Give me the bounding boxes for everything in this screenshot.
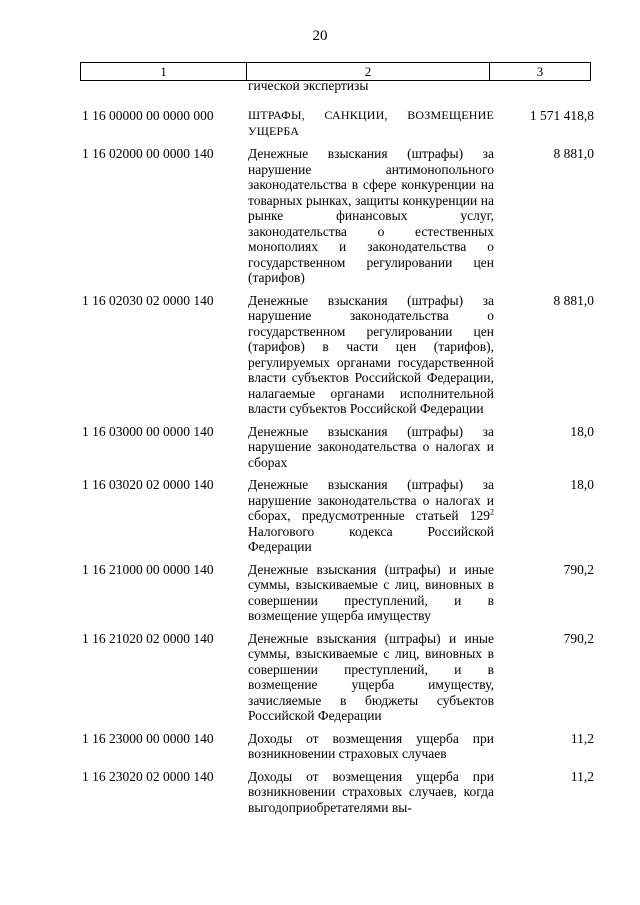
row-code: 1 16 03000 00 0000 140 [82, 423, 214, 439]
row-description-part: Денежные взыскания (штрафы) за нарушение законодательства о налогах и сборах, предусмотренные статьей 129 [248, 477, 494, 523]
table-row [80, 477, 594, 555]
row-amount: 1 571 418,8 [529, 108, 594, 123]
row-amount: 8 881,0 [553, 292, 594, 308]
row-description-part: Налогового кодекса Российской Федерации [248, 523, 494, 554]
row-amount: 11,2 [570, 768, 594, 784]
row-amount: 18,0 [570, 423, 594, 439]
table-row [80, 631, 594, 724]
row-description: Денежные взыскания (штрафы) за нарушение законодательства о государственном регулировании цен (тарифов) в части цен (тарифов), регулируемых органами государственной власти субъектов Российской Федерации, налагаемые органами исполнительной власти субъектов Российской Федерации [248, 292, 494, 416]
row-code: 1 16 23000 00 0000 140 [82, 730, 214, 746]
row-description-superscript: 2 [490, 507, 494, 517]
table-header [80, 62, 591, 81]
row-code: 1 16 02030 02 0000 140 [82, 292, 214, 308]
table-row [80, 769, 594, 816]
row-description: ШТРАФЫ, САНКЦИИ, ВОЗМЕЩЕНИЕ УЩЕРБА [248, 108, 494, 138]
header-col-2: 2 [247, 63, 490, 80]
table-body [80, 108, 594, 822]
row-code: 1 16 00000 00 0000 000 [82, 108, 214, 123]
row-amount: 790,2 [563, 630, 594, 646]
table-row [80, 293, 594, 417]
row-description: Денежные взыскания (штрафы) за нарушение антимонопольного законодательства в сфере конкуренции на товарных рынках, защиты конкуренции на рынке финансовых услуг, законодательства о естественных монополиях и законодательства о государственном регулировании цен (тарифов) [248, 146, 494, 285]
header-col-3: 3 [536, 64, 544, 79]
page-number: 20 [312, 28, 328, 44]
table-row [80, 424, 594, 471]
row-description: Доходы от возмещения ущерба при возникновении страховых случаев [248, 730, 494, 761]
continued-text-fragment [248, 82, 494, 93]
row-description: Доходы от возмещения ущерба при возникновении страховых случаев, когда выгодоприобретателями вы- [248, 768, 494, 815]
row-description: Денежные взыскания (штрафы) и иные суммы, взыскиваемые с лиц, виновных в совершении преступлений, и в возмещение ущерба имуществу [248, 561, 494, 623]
row-code: 1 16 21000 00 0000 140 [82, 561, 214, 577]
header-col-1: 1 [81, 63, 247, 80]
table-row [80, 108, 594, 139]
row-description [248, 477, 494, 555]
row-code: 1 16 02000 00 0000 140 [82, 146, 214, 161]
row-code: 1 16 03020 02 0000 140 [82, 477, 214, 492]
row-code: 1 16 23020 02 0000 140 [82, 768, 214, 784]
table-row [80, 731, 594, 762]
row-amount: 790,2 [563, 561, 594, 577]
row-amount: 18,0 [570, 477, 594, 492]
row-description: Денежные взыскания (штрафы) за нарушение законодательства о налогах и сборах [248, 423, 494, 470]
continued-text: гической экспертизы [248, 82, 369, 93]
row-code: 1 16 21020 02 0000 140 [82, 630, 214, 646]
row-amount: 8 881,0 [553, 146, 594, 161]
row-amount: 11,2 [570, 730, 594, 746]
table-row [80, 562, 594, 624]
row-description: Денежные взыскания (штрафы) и иные суммы, взыскиваемые с лиц, виновных в совершении преступлений, и в возмещение ущерба имуществу, зачисляемые в бюджеты субъектов Российской Федерации [248, 630, 494, 723]
table-row [80, 146, 594, 286]
